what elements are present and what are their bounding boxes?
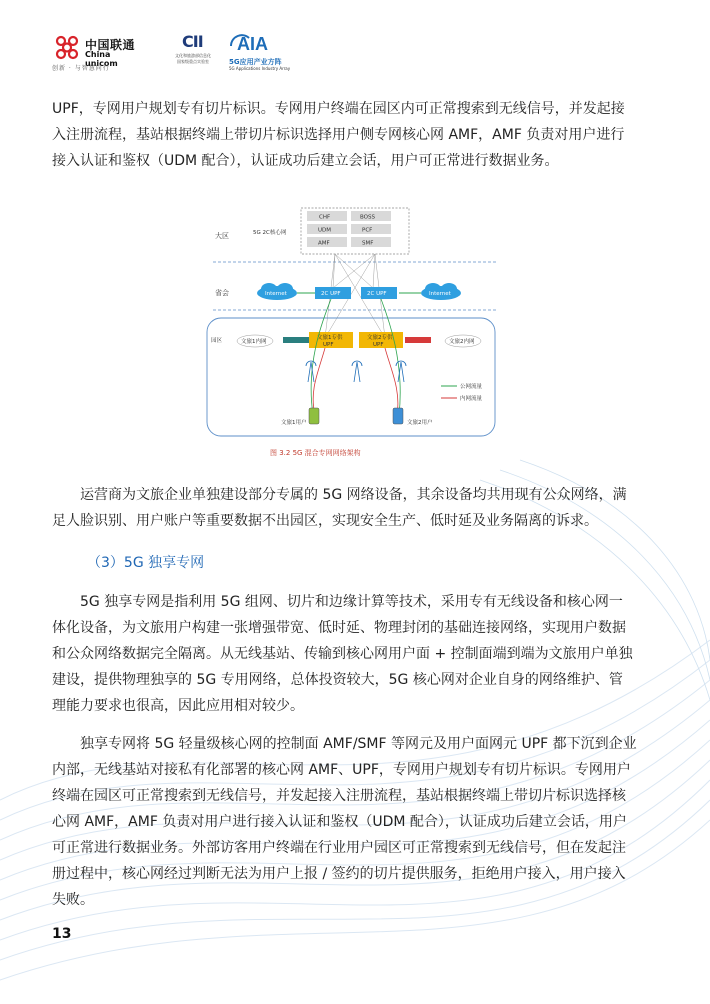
p1-line: 入注册流程，基站根据终端上带切片标识选择用户侧专网核心网 AMF，AMF 负责对用户进行 <box>52 127 625 143</box>
nf-smf-label: SMF <box>362 240 374 247</box>
private-upf-2-label-a: 文旅2专供 <box>367 335 393 341</box>
intranet-1-label: 文旅1内网 <box>241 339 267 345</box>
intranet-2-label: 文旅2内网 <box>449 339 475 345</box>
p3-line: 建设，提供物理独享的 5G 专用网络，总体投资较大，5G 核心网对企业自身的网络维护、管 <box>52 672 623 688</box>
private-upf-2-label-b: UPF <box>373 342 384 348</box>
internet-cloud-left <box>257 283 297 300</box>
legend-public-label: 公网流量 <box>460 384 483 390</box>
p3-line: 体化设备，为文旅用户构建一张增强带宽、低时延、物理封闭的基础连接网络，实现用户数据 <box>52 620 626 636</box>
aia-mark-icon <box>227 30 291 56</box>
aia-name-cn: 5G应用产业方阵 <box>229 58 282 66</box>
region-label-yuanqu: 园区 <box>211 338 223 344</box>
figure-caption: 图 3.2 5G 混合专网网络架构 <box>270 449 361 457</box>
p4-line: 心网 AMF，AMF 负责对用户进行接入认证和鉴权（UDM 配合），认证成功后建立会话，用户 <box>52 814 627 830</box>
cii-logo <box>160 30 226 72</box>
nf-pcf-label: PCF <box>362 227 373 234</box>
intranet-cloud-1 <box>237 335 273 347</box>
user-1-phone-icon <box>309 408 319 424</box>
aia-logo <box>227 30 293 72</box>
header-logos <box>52 30 352 72</box>
private-flow-bar-left <box>283 337 309 343</box>
private-upf-1-label-a: 文旅1专供 <box>317 335 343 341</box>
upf-2c-left-label: 2C UPF <box>321 291 341 297</box>
core-network-label: 5G 2C核心网 <box>253 230 287 236</box>
architecture-diagram <box>205 200 505 440</box>
aia-name-en: 5G Applications Industry Array <box>229 66 291 71</box>
china-unicom-logo <box>52 30 144 72</box>
p4-line: 终端在园区可正常搜索到无线信号，并发起接入注册流程，基站根据终端上带切片标识选择核 <box>52 788 626 804</box>
private-upf-1-label-b: UPF <box>323 342 334 348</box>
cii-line1: 文化和旅游部信息化 <box>175 53 211 58</box>
nf-boss-label: BOSS <box>360 214 375 221</box>
region-label-daqu: 大区 <box>215 232 229 240</box>
legend-private-label: 内网流量 <box>460 396 483 402</box>
cii-line2: 国家级重点实验室 <box>177 59 209 64</box>
paragraph-4 <box>52 731 658 913</box>
p1-line: 接入认证和鉴权（UDM 配合），认证成功后建立会话，用户可正常进行数据业务。 <box>52 153 559 169</box>
p2-line: 运营商为文旅企业单独建设部分专属的 5G 网络设备，其余设备均共用现有公众网络，满 <box>52 487 627 503</box>
p3-line: 理能力要求也很高，因此应用相对较少。 <box>52 698 304 714</box>
internet-label-left: Internet <box>265 291 287 297</box>
unicom-name-cn: 中国联通 <box>85 38 136 52</box>
p3-line: 5G 独享专网是指利用 5G 组网、切片和边缘计算等技术，采用专有无线设备和核心网一 <box>52 594 623 610</box>
intranet-cloud-2 <box>445 335 481 347</box>
aia-mark: AIA <box>237 34 268 54</box>
flow-lines <box>311 299 400 415</box>
paragraph-2 <box>52 482 658 534</box>
user-1-label: 文旅1用户 <box>281 420 307 426</box>
p4-line: 独享专网将 5G 轻量级核心网的控制面 AMF/SMF 等网元及用户面网元 UPF 都下沉到企业 <box>52 736 637 752</box>
p2-line: 足人脸识别、用户账户等重要数据不出园区，实现安全生产、低时延及业务隔离的诉求。 <box>52 513 598 529</box>
nf-chf-label: CHF <box>319 214 331 221</box>
p4-line: 可正常进行数据业务。外部访客用户终端在行业用户园区可正常搜索到无线信号，但在发起注 <box>52 840 626 856</box>
core-nf-grid <box>307 211 391 247</box>
network-architecture-figure <box>205 200 505 440</box>
paragraph-1 <box>52 96 658 174</box>
paragraph-3 <box>52 589 658 719</box>
internet-label-right: Internet <box>429 291 451 297</box>
p4-line: 册过程中，核心网经过判断无法为用户上报 / 签约的切片提供服务，拒绝用户接入，用户接入 <box>52 866 626 882</box>
unicom-slogan: 创新 · 与智慧同行 <box>52 65 110 72</box>
internet-cloud-right <box>421 283 461 300</box>
p4-line: 内部，无线基站对接私有化部署的核心网 AMF、UPF，专网用户规划专有切片标识。专网用户 <box>52 762 631 778</box>
base-station-icons <box>306 361 406 382</box>
upf-2c-right-label: 2C UPF <box>367 291 387 297</box>
nf-amf-label: AMF <box>318 240 330 247</box>
cii-mark: CII <box>182 32 203 51</box>
p3-line: 和公众网络数据完全隔离。从无线基站、传输到核心网用户面 + 控制面端到端为文旅用户单独 <box>52 646 633 662</box>
section-heading: （3）5G 独享专网 <box>87 555 205 571</box>
p1-line: UPF，专网用户规划专有切片标识。专网用户终端在园区内可正常搜索到无线信号，并发起接 <box>52 101 625 117</box>
user-2-phone-icon <box>393 408 403 424</box>
unicom-knot-icon <box>52 34 82 62</box>
region-label-shenghui: 省会 <box>215 289 229 297</box>
nf-udm-label: UDM <box>318 227 332 234</box>
p4-line: 失败。 <box>52 892 94 908</box>
page-number: 13 <box>52 926 72 942</box>
private-flow-bar-right <box>405 337 431 343</box>
user-2-label: 文旅2用户 <box>407 420 433 426</box>
unicom-name-en: China unicom <box>85 50 118 68</box>
